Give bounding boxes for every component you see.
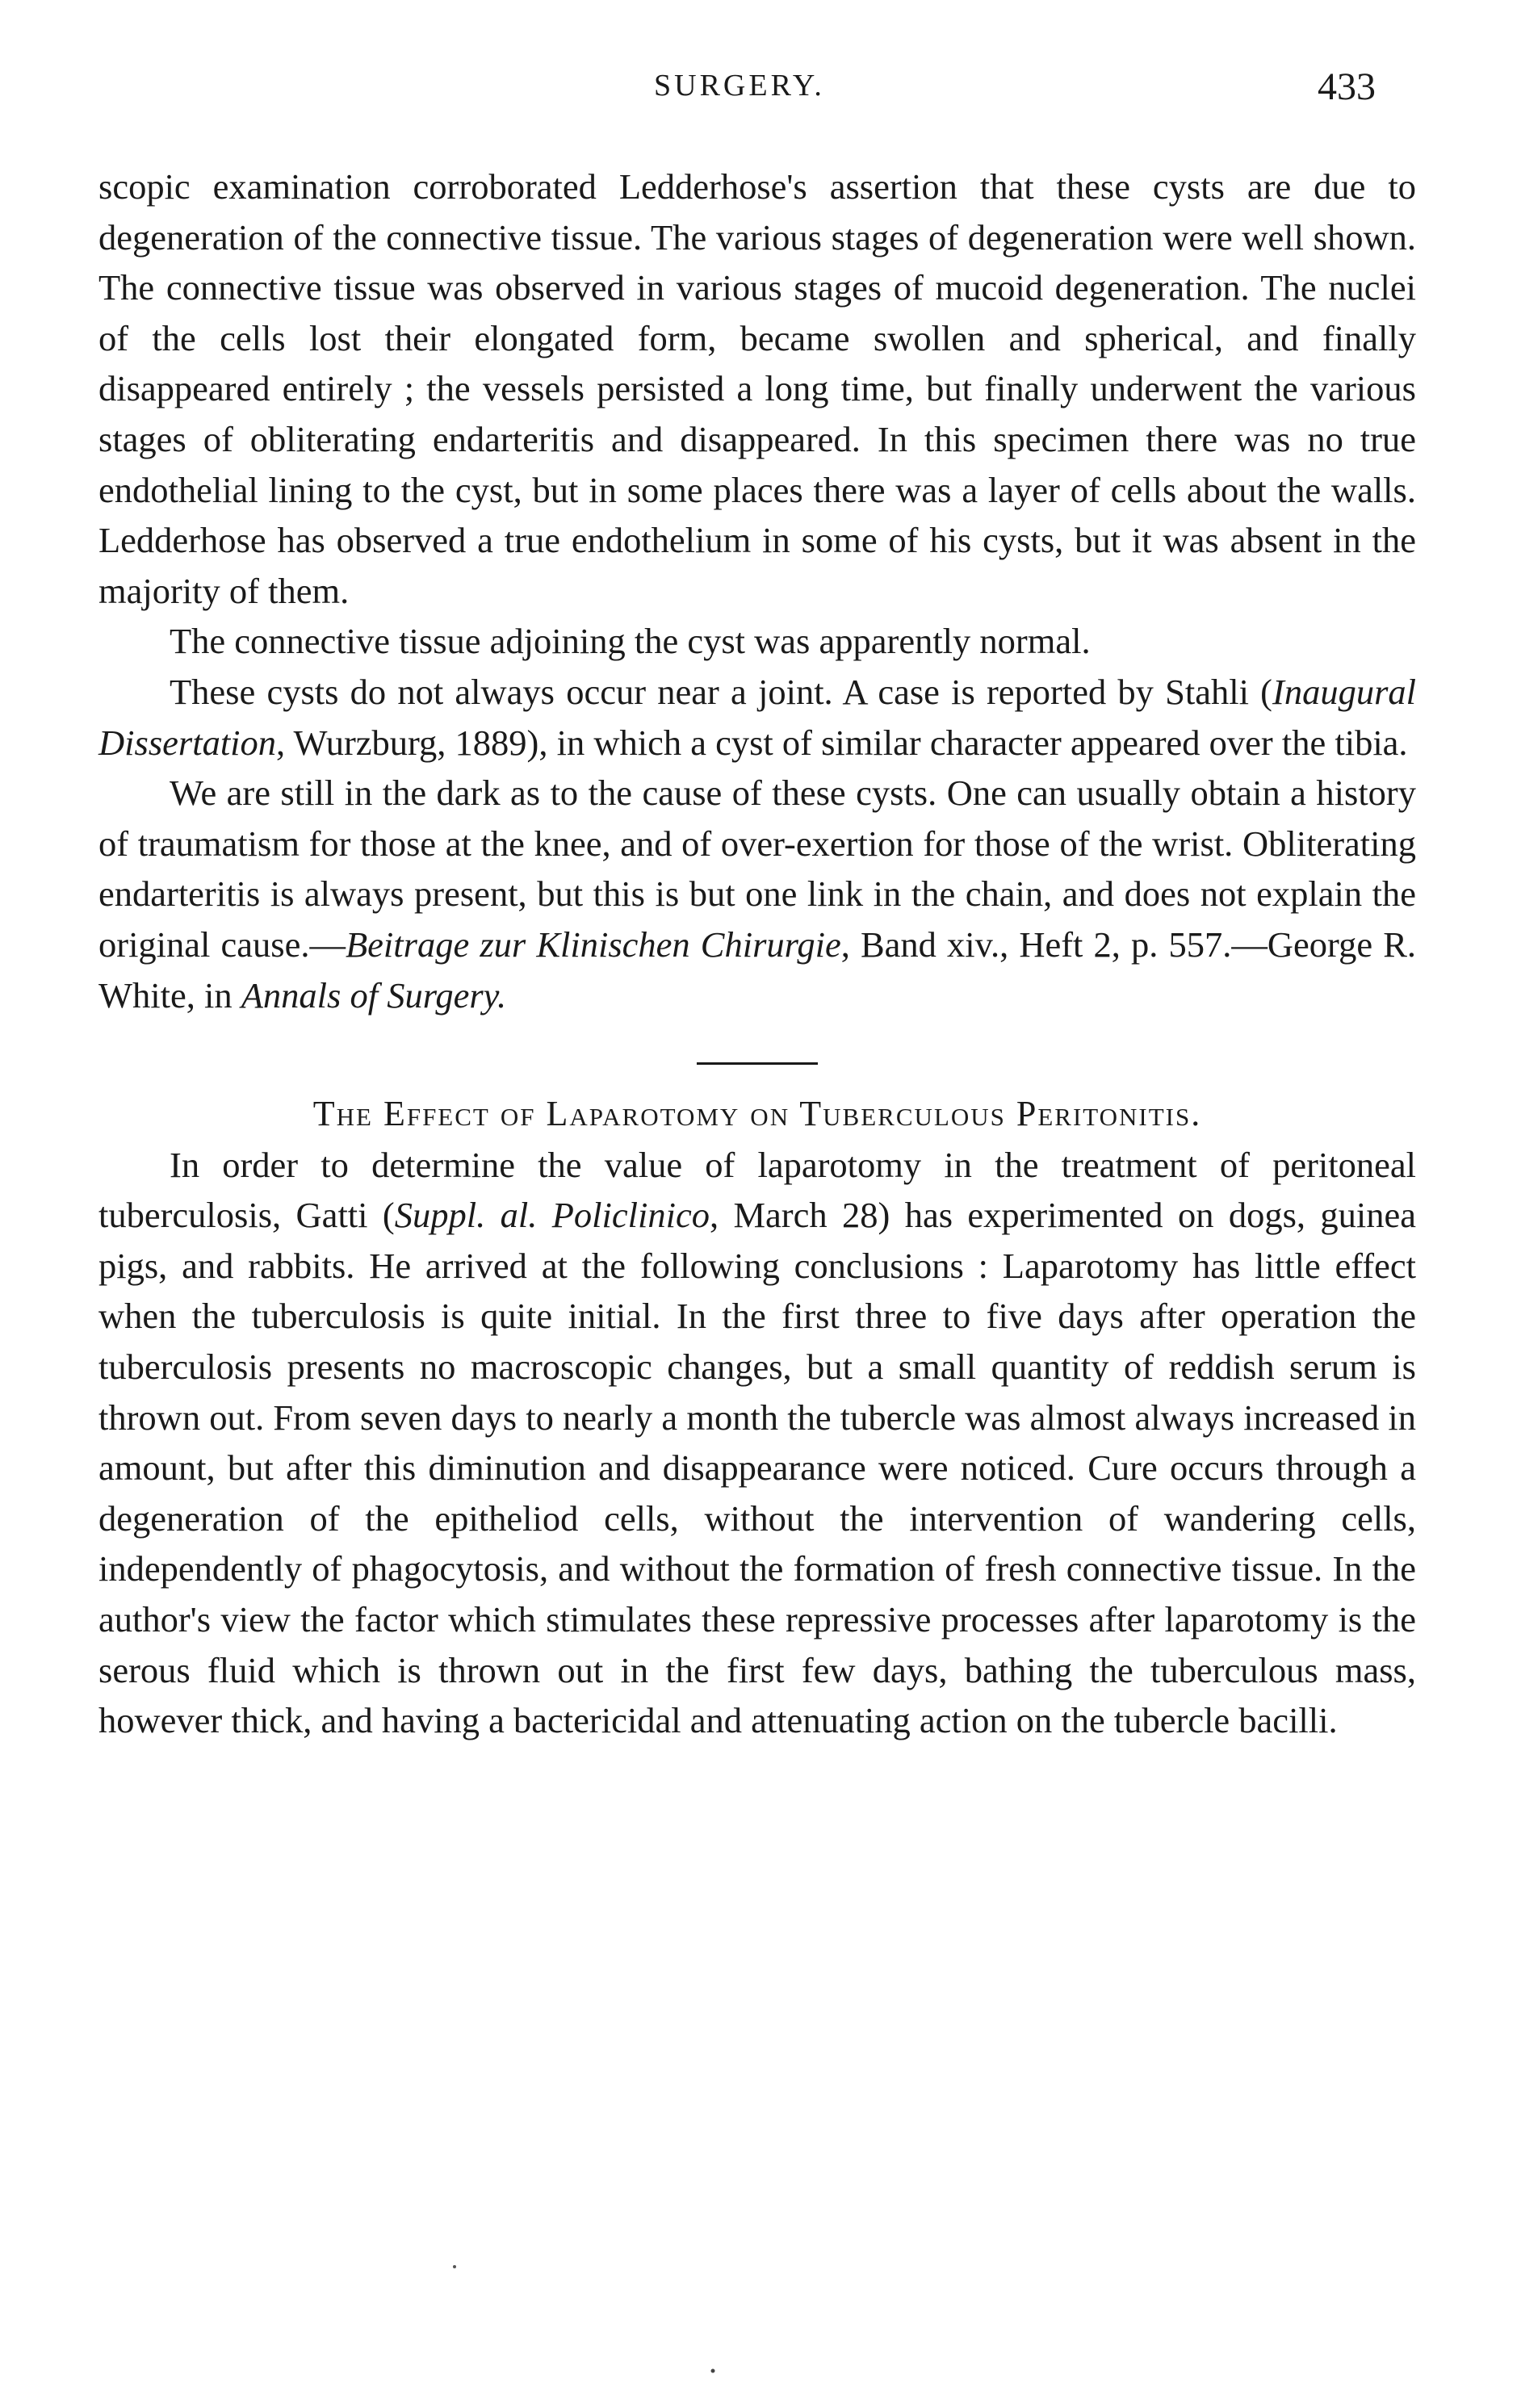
paragraph-text: These cysts do not always occur near a joint. A case is reported by Stahli (	[170, 671, 1272, 712]
section-heading: The Effect of Laparotomy on Tuberculous Peritonitis.	[312, 1094, 1202, 1134]
paragraph-text: In order to determine the value of laparotomy in the treatment of peritoneal tuberculosis, Gatti (	[98, 1144, 1416, 1236]
paragraph-text: The connective tissue adjoining the cyst was apparently normal.	[170, 621, 1091, 662]
citation-title: Inaugural Dissertation	[98, 671, 1416, 763]
paragraph-text: , Wurzburg, 1889), in which a cyst of similar character appeared over the tibia.	[276, 722, 1408, 763]
page-number: 433	[1318, 65, 1376, 108]
paragraph-text: , Band xiv., Heft 2, p. 557.—George R. White, in	[98, 923, 1416, 1016]
paragraph-text: scopic examination corroborated Ledderhose's assertion that these cysts are due to degeneration of the connective tissue. The various stages of degeneration were well shown. The connective tissue was observed in various stages of mucoid degeneration. The nuclei of the cells lost their elongated form, became swollen and spherical, and finally disappeared entirely ; the vessels persisted a long time, but finally underwent the various stages of obliterating endarteritis and disappeared. In this specimen there was no true endothelial lining to the cyst, but in some places there was a layer of cells about the walls. Ledderhose has observed a true endothelium in some of his cysts, but it was absent in the majority of them.	[98, 166, 1416, 611]
speck	[711, 2369, 715, 2373]
speck	[453, 2265, 456, 2268]
citation-title: Annals of Surgery.	[241, 974, 507, 1016]
paragraph-text: , March 28) has experimented on dogs, guinea pigs, and rabbits. He arrived at the following conclusions : Laparotomy has little effect when the tuberculosis is quite initial. In the first three to five days after operation the tuberculosis presents no macroscopic changes, but a small quantity of reddish serum is thrown out. From seven days to nearly a month the tubercle was almost always increased in amount, but after this diminution and disappearance were noticed. Cure occurs through a degeneration of the epitheliod cells, without the intervention of wandering cells, independently of phagocytosis, and without the formation of fresh connective tissue. In the author's view the factor which stimulates these repressive processes after laparotomy is the serous fluid which is thrown out in the first few days, bathing the tuberculous mass, however thick, and having a bactericidal and attenuating action on the tubercle bacilli.	[98, 1195, 1417, 1741]
paragraph-text: We are still in the dark as to the cause of these cysts. One can usually obtain a history of traumatism for those at the knee, and of over-exertion for those of the wrist. Obliterating endarteritis is always present, but this is but one link in the chain, and does not explain the original cause.—	[98, 773, 1416, 965]
citation-title: Beitrage zur Klinischen Chirurgie	[345, 923, 841, 965]
citation-title: Suppl. al. Policlinico	[394, 1195, 710, 1236]
running-title: SURGERY.	[654, 69, 825, 103]
